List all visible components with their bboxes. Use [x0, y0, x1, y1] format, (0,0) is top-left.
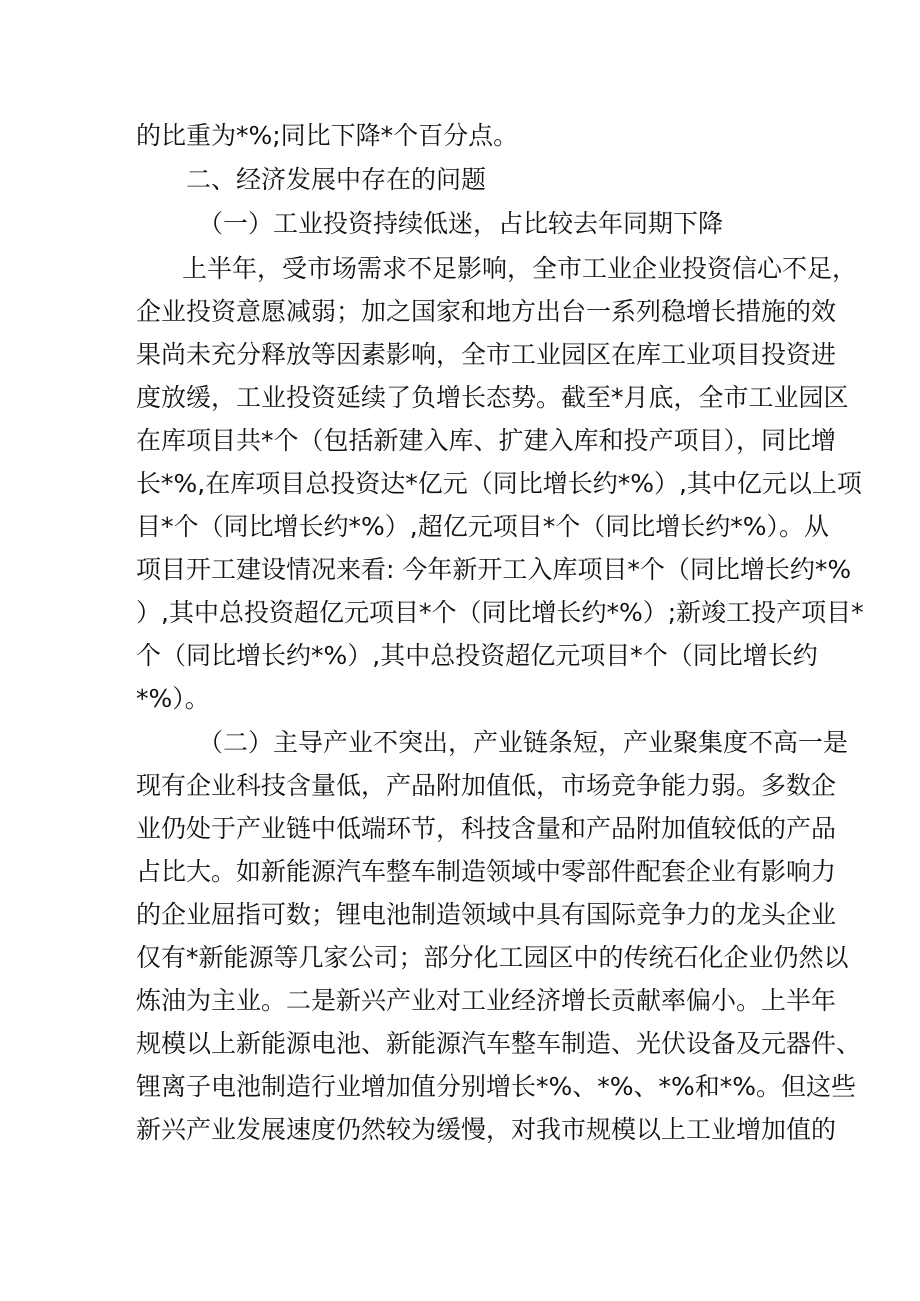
- paragraph-line: 项目开工建设情况来看: 今年新开工入库项目*个（同比增长约*%: [136, 555, 852, 584]
- paragraph-line: 业仍处于产业链中低端环节，科技含量和产品附加值较低的产品: [136, 814, 837, 843]
- section-heading: 二、经济发展中存在的问题: [186, 165, 487, 194]
- subsection-heading: （一）工业投资持续低迷，占比较去年同期下降: [198, 209, 724, 238]
- paragraph-line: 新兴产业发展速度仍然较为缓慢，对我市规模以上工业增加值的: [136, 1115, 837, 1144]
- paragraph-line: 度放缓，工业投资延续了负增长态势。截至*月底，全市工业园区: [136, 383, 849, 412]
- paragraph-line: 规模以上新能源电池、新能源汽车整车制造、光伏设备及元器件、: [136, 1029, 862, 1058]
- paragraph-line: 企业投资意愿减弱；加之国家和地方出台一系列稳增长措施的效: [136, 297, 837, 326]
- paragraph-line: *%）。: [136, 684, 210, 713]
- paragraph-line: 占比大。如新能源汽车整车制造领域中零部件配套企业有影响力: [136, 857, 837, 886]
- paragraph-line: 的企业屈指可数；锂电池制造领域中具有国际竞争力的龙头企业: [136, 900, 837, 929]
- paragraph-line: 目*个（同比增长约*%）,超亿元项目*个（同比增长约*%）。从: [136, 512, 829, 541]
- paragraph-line: 仅有*新能源等几家公司；部分化工园区中的传统石化企业仍然以: [136, 943, 849, 972]
- paragraph-line: ）,其中总投资超亿元项目*个（同比增长约*%）;新竣工投产项目*: [136, 598, 864, 627]
- paragraph-line: 果尚未充分释放等因素影响，全市工业园区在库工业项目投资进: [136, 340, 837, 369]
- paragraph-line: 上半年，受市场需求不足影响，全市工业企业投资信心不足，: [182, 254, 858, 283]
- subsection-heading: （二）主导产业不突出，产业链条短，产业聚集度不高一是: [198, 728, 849, 757]
- paragraph-line: 锂离子电池制造行业增加值分别增长*%、*%、*%和*%。但这些: [136, 1072, 857, 1101]
- paragraph-line: 个（同比增长约*%）,其中总投资超亿元项目*个（同比增长约: [136, 641, 818, 670]
- paragraph-line: 现有企业科技含量低，产品附加值低，市场竞争能力弱。多数企: [136, 771, 837, 800]
- paragraph-line: 长*%,在库项目总投资达*亿元（同比增长约*%）,其中亿元以上项: [136, 469, 862, 498]
- paragraph-line: 在库项目共*个（包括新建入库、扩建入库和投产项目），同比增: [136, 426, 837, 455]
- text-line: 的比重为*%;同比下降*个百分点。: [136, 121, 519, 150]
- paragraph-line: 炼油为主业。二是新兴产业对工业经济增长贡献率偏小。上半年: [136, 986, 837, 1015]
